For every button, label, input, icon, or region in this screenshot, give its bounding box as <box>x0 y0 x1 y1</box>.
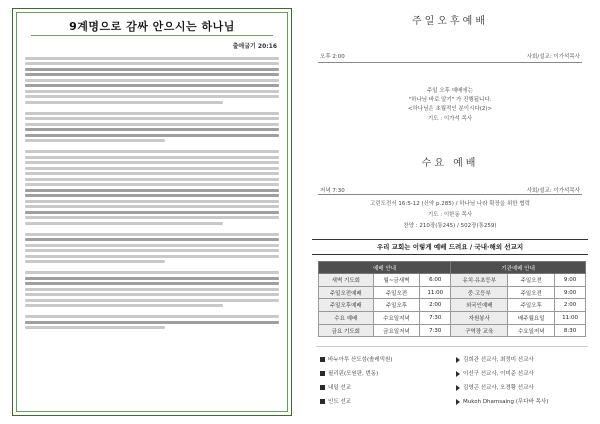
sermon-paragraph <box>25 112 279 143</box>
afternoon-theme: "하나님 바로 알기" 가 진행됩니다. <box>408 97 492 103</box>
sermon-title-rule <box>31 35 273 36</box>
sermon-panel <box>12 8 292 416</box>
wednesday-hymn: 찬양 : 210장(통245) / 502장(통259) <box>403 223 497 229</box>
table-row: 주일오전예배 주일오전 11:00 중·고등부 주일오전 9:00 <box>319 286 586 299</box>
afternoon-service-title: 주일오후예배 <box>412 16 488 27</box>
wednesday-leader: 사회/설교: 이가석목사 <box>526 188 580 194</box>
wednesday-time: 저녁 7:30 <box>320 188 345 194</box>
wednesday-prayer: 기도 : 이한동 목사 <box>427 212 473 218</box>
sermon-title: 9계명으로 감싸 안으시는 하나님 <box>69 20 235 33</box>
list-item: 바누아투 산도섬(솔레믹원) 김희관 선교사, 최정미 선교사 <box>316 355 588 365</box>
table-header-row <box>319 262 586 274</box>
mission-list <box>316 346 588 413</box>
sermon-paragraph <box>25 315 279 329</box>
list-item: 내일 선교 김영곤 선교사, 오경황 선교사 <box>316 383 588 393</box>
worship-schedule-banner: 우리 교회는 이렇게 예배 드려요 / 국내·해외 선교지 <box>312 239 588 255</box>
square-bullet-icon <box>320 385 325 390</box>
sermon-body <box>25 54 279 337</box>
arrow-right-icon <box>456 357 460 363</box>
bulletin-right-column <box>308 0 592 424</box>
afternoon-service-info <box>320 52 580 60</box>
table-row: 금요 기도회 금요일저녁 7:30 구역장 교육 수요일저녁 8:30 <box>319 324 586 337</box>
wednesday-passage: 고린도전서 16:5-12 (신약 p.285) / 하나님 나라 확장을 위한 협력 <box>370 201 530 207</box>
worship-guide-header: 예배 안내 <box>319 262 451 274</box>
afternoon-time: 오후 2:00 <box>320 54 345 60</box>
list-item: 인도 선교 Mukoh Dhamsaing (무다바 목사) <box>316 397 588 407</box>
table-row: 새벽 기도회 월~금새벽 6:00 유치·유초등부 주일오전 9:00 <box>319 274 586 287</box>
sermon-paragraph <box>25 233 279 264</box>
square-bullet-icon <box>320 399 325 404</box>
square-bullet-icon <box>320 371 325 376</box>
wednesday-rule <box>318 194 582 195</box>
sermon-paragraph <box>25 271 279 307</box>
sermon-paragraph <box>25 150 279 225</box>
wednesday-service-title: 수요 예배 <box>421 158 479 169</box>
square-bullet-icon <box>320 357 325 362</box>
afternoon-subtheme: <하나님은 초월적인 분이시다(2)> <box>407 106 493 112</box>
afternoon-leader: 사회/설교: 이가석목사 <box>526 54 580 60</box>
wednesday-service-info <box>320 186 580 194</box>
arrow-right-icon <box>456 399 460 405</box>
table-row: 수요 예배 수요일저녁 7:30 자원봉사 배주월요일 11:00 <box>319 312 586 325</box>
afternoon-prayer: 기도 : 이가석 목사 <box>427 116 473 122</box>
sermon-paragraph <box>25 57 279 104</box>
arrow-right-icon <box>456 371 460 377</box>
list-item: 필리핀(모원판, 번동) 이선구 선교사, 이미준 선교사 <box>316 369 588 379</box>
arrow-right-icon <box>456 385 460 391</box>
group-worship-header: 기관예배 안내 <box>451 262 586 274</box>
afternoon-intro: 주일 오후 예배에는 <box>426 88 473 94</box>
afternoon-rule <box>318 62 582 63</box>
worship-schedule-table <box>318 261 586 337</box>
table-row: 주일오후예배 주일오후 2:00 외국인예배 주일오후 2:00 <box>319 299 586 312</box>
sermon-scripture: 출애굽기 20:16 <box>232 43 277 50</box>
